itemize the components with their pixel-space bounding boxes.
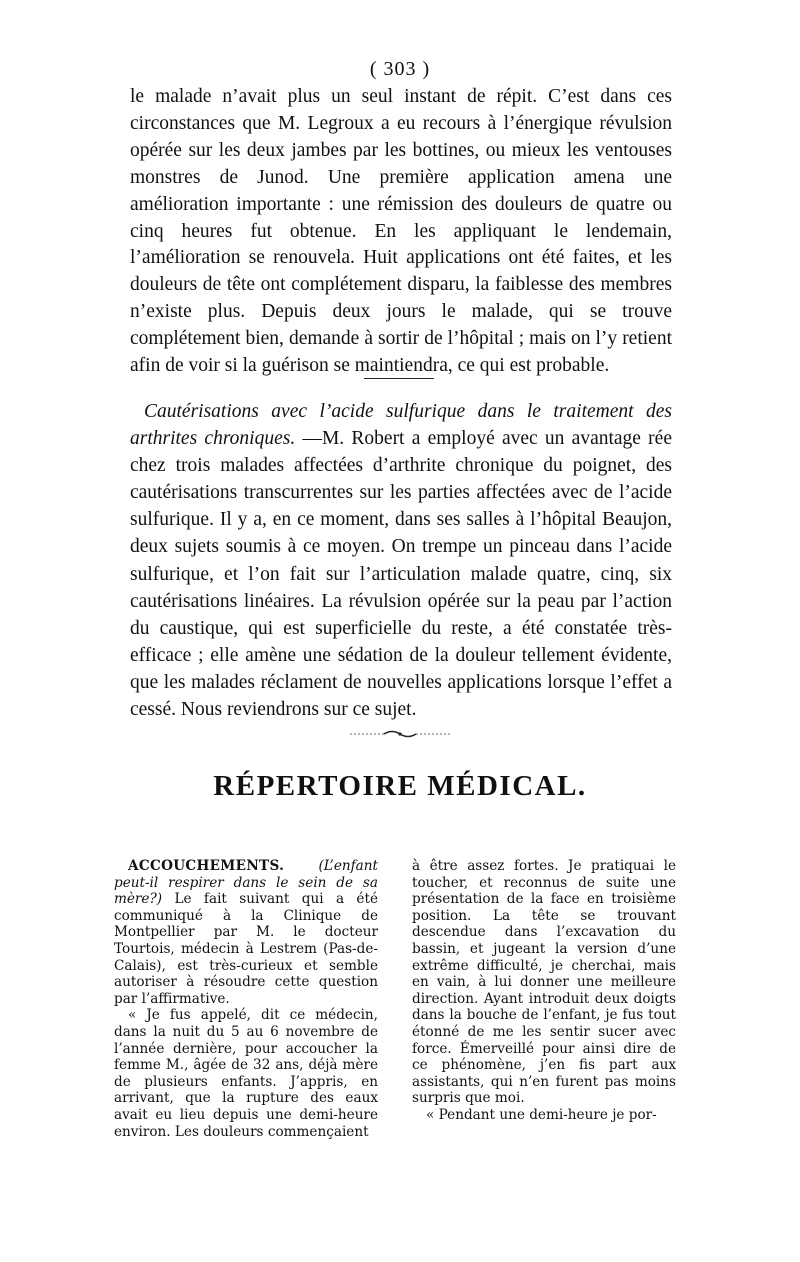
lead-text: Le fait suivant qui a été communiqué à la Clinique de Montpellier par M. le docteur Tourtois, médecin à Lestrem (Pas-de-Calais), est très-curieux et semble autoriser à résoudre cette question par l’affirmative. bbox=[114, 891, 378, 1007]
intro-paragraph: le malade n’avait plus un seul instant de répit. C’est dans ces circonstances que M. Legroux a eu recours à l’énergique révulsion opérée sur les deux jambes par les bottines, ou mieux les ventouses monstres de Junod. Une première application amena une amélioration importante : une rémission des douleurs de quatre ou cinq heures fut obtenue. En les appliquant le lendemain, l’amélioration se renouvela. Huit applications ont été faites, et les douleurs de tête ont complétement disparu, la faiblesse des membres n’existe plus. Depuis deux jours le malade, qui se trouve complétement bien, demande à sortir de l’hôpital ; mais on l’y retient afin de voir si la guérison se maintiendra, ce qui est probable. bbox=[130, 86, 672, 377]
page-number: ( 303 ) bbox=[369, 58, 431, 80]
article-title: Cautérisations avec l’acide sulfurique dans le traitement des arthrites chroniques. bbox=[130, 401, 672, 450]
left-column bbox=[114, 858, 378, 1140]
ornament-divider bbox=[350, 728, 450, 740]
left-lead-paragraph bbox=[114, 858, 378, 1007]
section-heading: RÉPERTOIRE MÉDICAL. bbox=[213, 770, 587, 802]
lead-note: (L’enfant peut-il respirer dans le sein de sa mère?) bbox=[114, 858, 378, 908]
right-column bbox=[412, 858, 676, 1124]
right-paragraph-1: à être assez fortes. Je pratiquai le toucher, et reconnus de suite une présentation de la face en troisième position. La tête se trouvant descendue dans l’excavation du bassin, et jugeant la version d’une extrême difficulté, je cherchai, mais en vain, à lui donner une meilleure direction. Ayant introduit deux doigts dans la bouche de l’enfant, je fus tout étonné de me les sentir sucer avec force. Émerveillé pour ainsi dire de ce phénomène, j’en fis part aux assistants, qui n’en furent pas moins surpris que moi. bbox=[412, 858, 676, 1107]
separator-rule bbox=[364, 378, 434, 379]
article-paragraph bbox=[130, 398, 672, 723]
lead-title: ACCOUCHEMENTS. bbox=[128, 858, 285, 874]
left-quote-paragraph: « Je fus appelé, dit ce médecin, dans la nuit du 5 au 6 novembre de l’année dernière, pour accoucher la femme M., âgée de 32 ans, déjà mère de plusieurs enfants. J’appris, en arrivant, que la rupture des eaux avait eu lieu depuis une demi-heure environ. Les douleurs commençaient bbox=[114, 1007, 378, 1140]
right-paragraph-2: « Pendant une demi-heure je por- bbox=[426, 1106, 657, 1123]
article-body: —M. Robert a employé avec un avantage rée chez trois malades affectées d’arthrite chronique du poignet, des cautérisations transcurrentes sur les parties affectées avec de l’acide sulfurique. Il y a, en ce moment, dans ses salles à l’hôpital Beaujon, deux sujets soumis à ce moyen. On trempe un pinceau dans l’acide sulfurique, et l’on fait sur l’articulation malade quatre, cinq, six cautérisations linéaires. La révulsion opérée sur la peau par l’action du caustique, qui est superficielle du reste, a été constatée très-efficace ; elle amène une sédation de la douleur tellement évidente, que les malades réclament de nouvelles applications lorsque l’effet a cessé. Nous reviendrons sur ce sujet. bbox=[130, 428, 672, 721]
